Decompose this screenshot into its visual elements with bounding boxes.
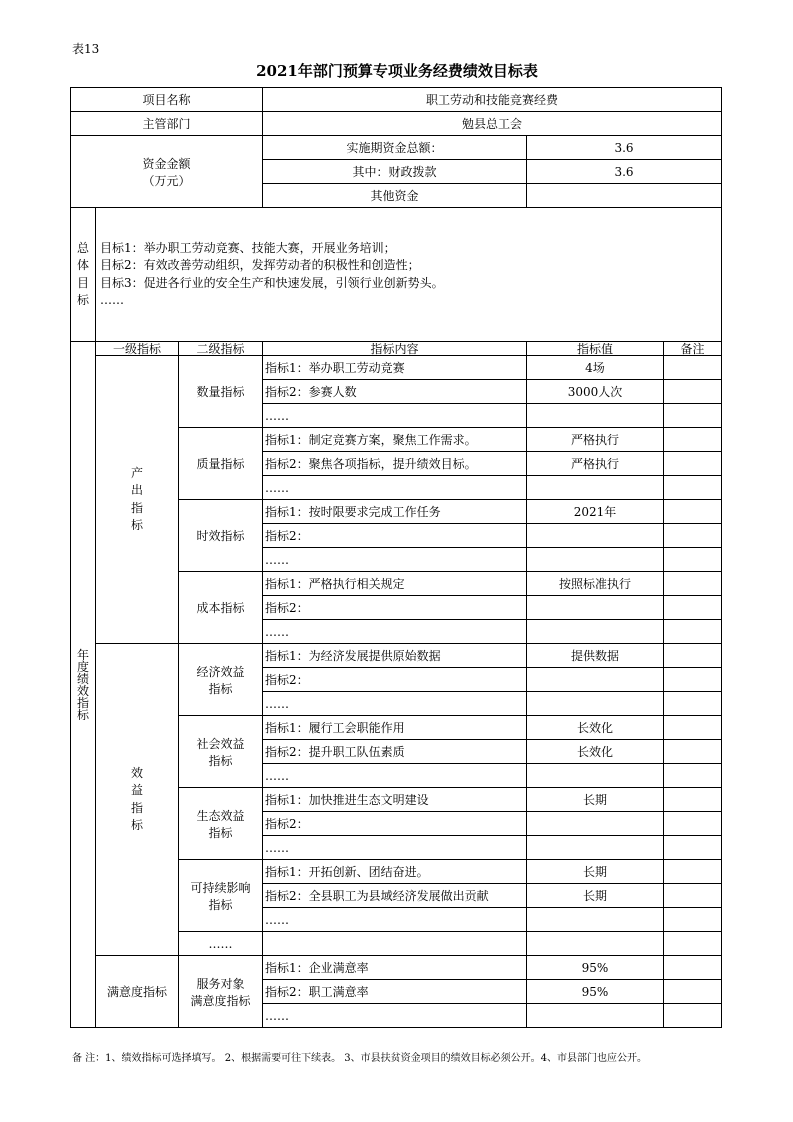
indicator-remark [664,764,722,788]
indicator-content: …… [263,1004,527,1028]
document-title: 2021年部门预算专项业务经费绩效目标表 [256,62,538,80]
header-level1: 一级指标 [96,342,179,356]
indicator-remark [664,836,722,860]
performance-target-table [70,87,722,1028]
indicator-value: 95% [527,980,664,1004]
indicator-content [263,932,527,956]
indicator-remark [664,812,722,836]
indicator-content: …… [263,836,527,860]
side-char: 指 [76,695,89,710]
indicator-content: …… [263,764,527,788]
indicator-value: 4场 [527,356,664,380]
indicator-remark [664,428,722,452]
group-name-line: 成本指标 [196,601,245,615]
side-char: 出 [130,483,143,498]
indicator-content: 指标2： [263,524,527,548]
side-char: 益 [130,783,143,798]
group-name [179,788,263,860]
satisfaction-indicator-label: 满意度指标 [96,956,179,1028]
side-char: 绩 [76,671,89,686]
indicator-value: 严格执行 [527,428,664,452]
indicator-content: …… [263,620,527,644]
indicator-remark [664,668,722,692]
project-name-value: 职工劳动和技能竞赛经费 [263,88,722,112]
indicator-remark [664,884,722,908]
group-name [179,500,263,572]
indicator-content: 指标2：职工满意率 [263,980,527,1004]
sheet-label: 表13 [72,42,100,56]
side-char: 指 [130,500,143,515]
overall-goal-side-label [71,208,96,342]
funds-fiscal-value: 3.6 [527,160,722,184]
annual-side-label [71,342,96,1028]
indicator-value: 3000人次 [527,380,664,404]
goal-line: 目标3：促进各行业的安全生产和快速发展，引领行业创新势头。 [100,275,444,290]
indicator-value [527,596,664,620]
indicator-value: 长效化 [527,740,664,764]
group-name-line: 满意度指标 [190,993,251,1008]
indicator-header-row [71,342,722,356]
indicator-content: 指标2： [263,668,527,692]
department-row [71,112,722,136]
indicator-content: 指标1：严格执行相关规定 [263,572,527,596]
group-name-line: 数量指标 [196,385,245,399]
indicator-content: 指标2：提升职工队伍素质 [263,740,527,764]
indicator-content: 指标2：聚焦各项指标，提升绩效目标。 [263,452,527,476]
indicator-value [527,932,664,956]
indicator-value: 按照标准执行 [527,572,664,596]
indicator-content: 指标2：参赛人数 [263,380,527,404]
footnote: 备 注：1、绩效指标可选择填写。 2、根据需要可往下续表。 3、市县扶贫资金项目的绩效目标必须公开。4、市县部门也应公开。 [72,1053,647,1064]
indicator-remark [664,788,722,812]
funds-other-label: 其他资金 [263,184,527,208]
indicator-value: 长效化 [527,716,664,740]
side-char: 标 [130,817,143,832]
indicator-remark [664,692,722,716]
indicator-row [71,356,722,380]
project-name-row [71,88,722,112]
group-name-line: 可持续影响 [190,880,251,895]
indicator-remark [664,356,722,380]
indicator-row [71,956,722,980]
funds-label-unit: （万元） [142,173,191,188]
indicator-content: 指标2：全县职工为县域经济发展做出贡献 [263,884,527,908]
indicator-row [71,644,722,668]
funds-total-value: 3.6 [527,136,722,160]
side-char: 体 [76,258,89,273]
indicator-remark [664,500,722,524]
indicator-value: 95% [527,956,664,980]
group-name [179,716,263,788]
indicator-value: 长期 [527,788,664,812]
indicator-value [527,668,664,692]
indicator-content: 指标1：制定竞赛方案，聚焦工作需求。 [263,428,527,452]
group-name-line: 生态效益 [196,808,245,823]
group-name [179,644,263,716]
indicator-remark [664,620,722,644]
indicator-value [527,620,664,644]
output-indicator-label [96,356,179,644]
indicator-content: 指标1：加快推进生态文明建设 [263,788,527,812]
indicator-value [527,1004,664,1028]
department-value: 勉县总工会 [263,112,722,136]
indicator-remark [664,572,722,596]
indicator-remark [664,404,722,428]
group-name-line: 社会效益 [196,736,245,751]
group-name [179,572,263,644]
header-value: 指标值 [527,342,664,356]
indicator-value [527,524,664,548]
funds-label-line: 资金金额 [142,156,191,171]
indicator-content: …… [263,692,527,716]
group-name-line: 指标 [208,681,233,696]
indicator-content: …… [263,404,527,428]
side-char: 度 [76,659,89,674]
goal-line: …… [100,292,124,307]
header-content: 指标内容 [263,342,527,356]
indicator-value [527,908,664,932]
indicator-content: 指标1：举办职工劳动竞赛 [263,356,527,380]
indicator-remark [664,740,722,764]
indicator-value [527,692,664,716]
indicator-value [527,404,664,428]
funds-fiscal-label: 其中：财政拨款 [263,160,527,184]
indicator-value: 2021年 [527,500,664,524]
indicator-value: 提供数据 [527,644,664,668]
group-name-line: 经济效益 [196,664,245,679]
indicator-remark [664,932,722,956]
indicator-remark [664,380,722,404]
side-char: 年 [76,647,89,662]
group-name-line: 指标 [208,753,233,768]
funds-label [71,136,263,208]
indicator-content: …… [263,476,527,500]
indicator-remark [664,956,722,980]
indicator-value: 严格执行 [527,452,664,476]
indicator-content: 指标2： [263,812,527,836]
group-name [179,428,263,500]
indicator-content: 指标1：按时限要求完成工作任务 [263,500,527,524]
benefit-indicator-label [96,644,179,956]
indicator-remark [664,980,722,1004]
side-char: 总 [76,240,89,255]
indicator-content: 指标1：履行工会职能作用 [263,716,527,740]
side-char: 效 [76,683,89,698]
indicator-remark [664,860,722,884]
side-char: 指 [130,800,143,815]
indicator-remark [664,716,722,740]
indicator-content: 指标1：为经济发展提供原始数据 [263,644,527,668]
goal-line: 目标2：有效改善劳动组织，发挥劳动者的积极性和创造性； [100,258,420,273]
indicator-content: …… [263,908,527,932]
overall-goal-text [96,208,722,342]
indicator-remark [664,644,722,668]
indicator-value [527,812,664,836]
header-level2: 二级指标 [179,342,263,356]
goal-line: 目标1：举办职工劳动竞赛、技能大赛，开展业务培训； [100,240,396,255]
side-char: 标 [130,517,143,532]
group-name-ellipsis: …… [179,932,263,956]
project-name-label: 项目名称 [71,88,263,112]
group-name [179,956,263,1028]
indicator-remark [664,596,722,620]
indicator-value: 长期 [527,884,664,908]
side-char: 标 [76,292,89,307]
funds-total-label: 实施期资金总额： [263,136,527,160]
header-remark: 备注 [664,342,722,356]
indicator-remark [664,548,722,572]
indicator-content: …… [263,548,527,572]
indicator-remark [664,452,722,476]
indicator-content: 指标2： [263,596,527,620]
group-name [179,860,263,932]
department-label: 主管部门 [71,112,263,136]
indicator-value: 长期 [527,860,664,884]
side-char: 标 [76,707,89,722]
indicator-remark [664,524,722,548]
indicator-value [527,548,664,572]
indicator-value [527,476,664,500]
side-char: 效 [130,765,143,780]
funds-row [71,136,722,160]
overall-goal-row [71,208,722,342]
indicator-remark [664,1004,722,1028]
group-name-line: 时效指标 [196,529,245,543]
group-name [179,356,263,428]
group-name-line: 质量指标 [196,457,245,471]
side-char: 目 [76,275,89,290]
group-name-line: 指标 [208,825,233,840]
indicator-remark [664,908,722,932]
indicator-remark [664,476,722,500]
group-name-line: 服务对象 [196,976,245,991]
side-char: 产 [130,465,143,480]
indicator-value [527,764,664,788]
funds-other-value [527,184,722,208]
indicator-value [527,836,664,860]
indicator-content: 指标1：企业满意率 [263,956,527,980]
group-name-line: 指标 [208,897,233,912]
indicator-content: 指标1：开拓创新、团结奋进。 [263,860,527,884]
